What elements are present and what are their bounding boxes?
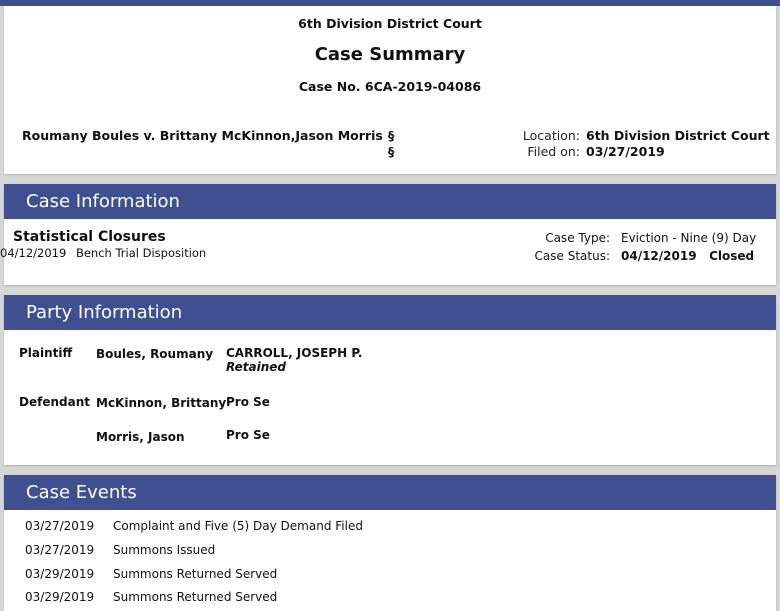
location-value: 6th Division District Court [586, 128, 770, 143]
closure-line [0, 246, 212, 260]
party-attorney: Pro Se [226, 428, 270, 442]
case-status-label: Case Status: [534, 249, 610, 263]
party-information-section [4, 295, 776, 465]
location-label: Location: [522, 128, 580, 143]
case-summary-header [4, 6, 776, 174]
event-date: 03/29/2019 [25, 567, 95, 581]
section-heading: Party Information [4, 295, 776, 330]
case-events-section [4, 475, 776, 611]
event-date: 03/27/2019 [25, 543, 95, 557]
party-attorney: Pro Se [226, 395, 270, 409]
court-name: 6th Division District Court [298, 16, 482, 31]
party-role: Plaintiff [19, 346, 73, 360]
party-role: Defendant [19, 395, 90, 409]
section-heading: Case Information [4, 184, 776, 219]
event-desc: Summons Issued [113, 543, 216, 557]
party-name: Boules, Roumany [96, 347, 214, 361]
attorney-note: Retained [226, 360, 286, 374]
event-desc: Summons Returned Served [113, 590, 278, 604]
closure-desc: Bench Trial Disposition [75, 246, 207, 260]
case-type-value: Eviction - Nine (9) Day [621, 231, 757, 245]
case-status-date: 04/12/2019 [621, 249, 697, 263]
event-desc: Complaint and Five (5) Day Demand Filed [113, 519, 363, 533]
event-date: 03/29/2019 [25, 590, 95, 604]
case-type-label: Case Type: [545, 231, 610, 245]
section-heading: Case Events [4, 475, 776, 510]
case-style: Roumany Boules v. Brittany McKinnon,Jason Morris [22, 128, 383, 143]
case-status-text: Closed [709, 249, 755, 263]
party-attorney: CARROLL, JOSEPH P. [226, 346, 363, 360]
party-name: Morris, Jason [96, 430, 185, 444]
event-desc: Summons Returned Served [113, 567, 278, 581]
filed-label: Filed on: [527, 144, 580, 159]
closure-date: 04/12/2019 [0, 246, 67, 260]
closure-title: Statistical Closures [13, 229, 166, 245]
section-mark: § [388, 128, 395, 143]
filed-value: 03/27/2019 [586, 144, 665, 159]
case-number: Case No. 6CA-2019-04086 [298, 79, 482, 94]
case-status-value [621, 249, 754, 263]
event-date: 03/27/2019 [25, 519, 95, 533]
case-information-section [0, 184, 776, 285]
page-title: Case Summary [314, 44, 466, 65]
section-mark: § [388, 144, 395, 159]
party-name: McKinnon, Brittany [96, 396, 227, 410]
